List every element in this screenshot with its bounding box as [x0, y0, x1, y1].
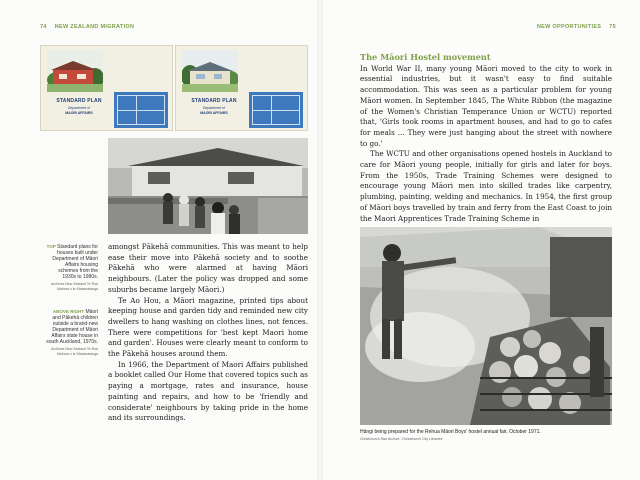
right-running-head-title: NEW OPPORTUNITIES	[536, 24, 602, 30]
caption-above-right-credit: Archives New Zealand Te Rua Mahara o te Kāwanatanga	[50, 347, 98, 356]
body-paragraph: In World War II, many young Māori moved to the city to work in essential industries, but it wasn't easy to find suitable accommodation. This was seen as a particular problem for young Māori women. In September 1845, The White Ribbon (the magazine of the Women's Christian Temperance Union or WCTU) reported that, 'Girls took rooms in apartment houses, and had to go to cafes for meals ... They were just hanging about the street with nowhere to go.'	[360, 63, 612, 148]
body-paragraph: The WCTU and other organisations opened hostels in Auckland to care for Māori young people, initially for girls and later for boys. From the 1950s, Trade Training Schemes were designed to encourage young Māori men into skilled trades like carpentry, plumbing, painting, welding and mechanics. In 1954, the first group of Māori boys travelled by train and ferry from the East Coast to join the Maori Apprentices Trade Training Scheme in	[360, 149, 612, 223]
floor-plan-blueprint	[249, 92, 303, 128]
caption-top	[44, 244, 98, 291]
left-running-head	[40, 24, 134, 30]
left-page-number: 74	[40, 24, 47, 30]
hangi-photo-credit: Christchurch Star Archive, Christchurch City Libraries	[360, 437, 443, 441]
book-gutter	[317, 0, 323, 480]
left-running-head-title: NEW ZEALAND MIGRATION	[54, 24, 135, 30]
plan-subtitle-department: MAORI AFFAIRS	[65, 111, 93, 115]
left-body-text	[108, 242, 308, 424]
plan-label	[49, 98, 109, 115]
caption-tag-above-right: ABOVE RIGHT	[52, 309, 85, 314]
house-illustration	[47, 50, 103, 92]
body-paragraph: amongst Pākehā communities. This was meant to help ease their move into Pākehā society and to soothe Pākehā who were alarmed at having Māori neighbours. (Later the policy was dropped and some suburbs became largely Māori.)	[108, 242, 308, 294]
plan-label	[184, 98, 244, 115]
plan-subtitle-department: MAORI AFFAIRS	[200, 111, 228, 115]
caption-tag-top: TOP	[46, 244, 56, 249]
standard-plan-card	[40, 45, 173, 131]
plan-title: STANDARD PLAN	[191, 98, 237, 104]
right-page-number: 75	[609, 24, 616, 30]
standard-plan-images	[40, 45, 308, 131]
right-body-text	[360, 52, 612, 224]
body-paragraph: Te Ao Hou, a Māori magazine, printed tips about keeping house and garden tidy and reminded new city dwellers to hang washing on clothes lines, not fences. There were competitions for 'best kept Maori home and garden'. Houses were clearly meant to conform to the Pākehā houses around them.	[108, 295, 308, 359]
caption-above-right-text: Māori and Pākehā children outside a brand-new Department of Māori Affairs state house in south Auckland, 1970s.	[46, 309, 98, 345]
photo-hangi-preparation	[360, 227, 612, 425]
caption-top-text: Standard plans for houses built under Department of Māori Affairs housing schemes from the 1930s to 1980s.	[52, 244, 98, 280]
photo-state-house	[108, 138, 308, 234]
state-house-children-photo	[108, 138, 308, 234]
standard-plan-card	[175, 45, 308, 131]
right-running-head	[537, 24, 616, 30]
plan-title: STANDARD PLAN	[56, 98, 102, 104]
caption-top-credit: Archives New Zealand Te Rua Mahara o te Kāwanatanga	[50, 282, 98, 291]
plan-subtitle: Department of	[67, 106, 91, 110]
hangi-photo	[360, 227, 612, 425]
house-illustration	[182, 50, 238, 92]
body-paragraph: In 1966, the Department of Maori Affairs published a booklet called Our Home that covered topics such as paying a mortgage, rates and insurance, house painting and repairs, and how to be 'friendly and considerate' neighbours by taking pride in the home and its surroundings.	[108, 359, 308, 423]
plan-subtitle: Department of	[202, 106, 226, 110]
floor-plan-blueprint	[114, 92, 168, 128]
caption-above-right	[44, 309, 98, 356]
hangi-photo-caption: Hāngi being prepared for the Rehua Māori Boys' hostel annual fair, October 1971.	[360, 429, 541, 435]
section-heading: The Māori Hostel movement	[360, 52, 491, 62]
